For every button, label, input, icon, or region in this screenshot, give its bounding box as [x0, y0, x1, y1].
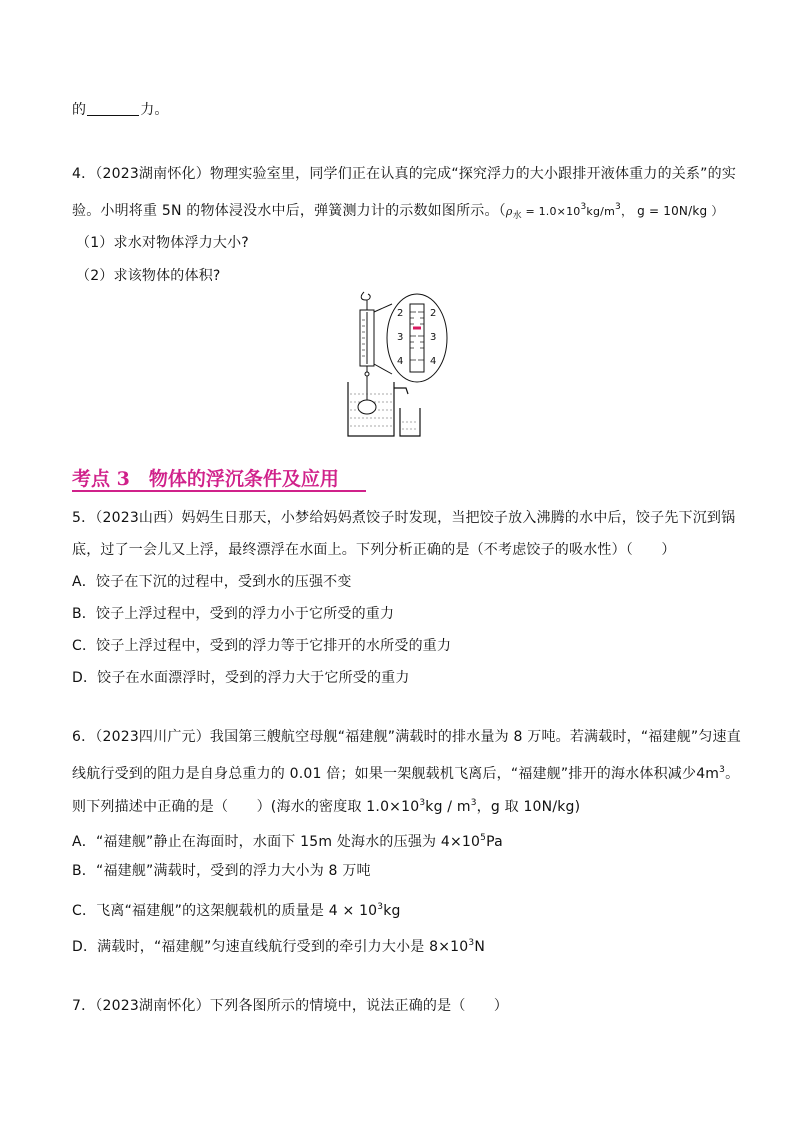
- scale-left-4: 4: [397, 356, 404, 367]
- q6-line-2-end: 。: [725, 766, 740, 782]
- g-value: ， g = 10N/kg ）: [620, 204, 724, 218]
- q5-line-1: 5．（2023山西）妈妈生日那天，小梦给妈妈煮饺子时发现，当把饺子放入沸腾的水中后，饺子先下沉到锅: [72, 510, 736, 526]
- q4-sub-1: （1）求水对物体浮力大小?: [76, 235, 249, 251]
- rho-symbol: ρ: [505, 205, 513, 218]
- q6-line-3-a: 则下列描述中正确的是（ ）(海水的密度取 1.0×10: [72, 799, 420, 815]
- q4-line-1: 4．（2023湖南怀化）物理实验室里，同学们正在认真的完成“探究浮力的大小跟排开液体重力的关系”的实: [72, 166, 737, 182]
- q5-option-c[interactable]: C．饺子上浮过程中，受到的浮力等于它排开的水所受的重力: [72, 638, 452, 654]
- q4-line-2: [72, 197, 724, 226]
- q6-option-a[interactable]: [72, 828, 503, 852]
- q4-line-2-text: 验。小明将重 5N 的物体浸没水中后，弹簧测力计的示数如图所示。（: [72, 203, 506, 219]
- q6-option-c-text: C．飞离“福建舰”的这架舰载机的质量是 4 × 10: [72, 903, 378, 919]
- scale-right-4: 4: [430, 356, 437, 367]
- submerged-object: [358, 400, 376, 414]
- volume-value: 4m: [696, 766, 720, 782]
- density-unit: kg / m: [425, 799, 471, 815]
- scale-right-2: 2: [430, 308, 437, 319]
- pointer-mark: [413, 327, 421, 330]
- rho-unit-exponent: 3: [615, 202, 621, 212]
- q5-option-a[interactable]: A．饺子在下沉的过程中，受到水的压强不变: [72, 574, 352, 590]
- hand-icon: [361, 292, 370, 300]
- q3-tail-prefix: 的: [72, 102, 87, 118]
- scale-left-2: 2: [397, 308, 404, 319]
- section-underline: [72, 490, 366, 492]
- q6-option-c-unit: kg: [383, 903, 401, 919]
- q6-option-d-unit: N: [474, 939, 486, 955]
- q6-option-b[interactable]: B．“福建舰”满载时，受到的浮力大小为 8 万吨: [72, 863, 371, 879]
- scale-left-3: 3: [397, 332, 404, 343]
- q6-option-a-text: A．“福建舰”静止在海面时，水面下 15m 处海水的压强为 4×10: [72, 834, 481, 850]
- overflow-beaker: [348, 382, 408, 436]
- density-exponent: 3: [419, 798, 426, 808]
- spring-scale-figure: [346, 290, 456, 440]
- q6-option-d-exponent: 3: [468, 938, 475, 948]
- rho-subscript: 水: [512, 211, 522, 221]
- q4-sub-2: （2）求该物体的体积?: [76, 268, 221, 284]
- q6-option-a-exponent: 5: [480, 833, 487, 843]
- rho-exponent: 3: [580, 202, 587, 212]
- q6-line-1: 6．（2023四川广元）我国第三艘航空母舰“福建舰”满载时的排水量为 8 万吨。若满载时，“福建舰”匀速直: [72, 729, 741, 745]
- rho-value: = 1.0×10: [521, 205, 581, 218]
- q5-line-2: 底，过了一会儿又上浮，最终漂浮在水面上。下列分析正确的是（不考虑饺子的吸水性）（ ）: [72, 542, 676, 558]
- answer-blank[interactable]: [87, 101, 139, 116]
- q6-line-2: [72, 760, 739, 784]
- q6-option-a-unit: Pa: [486, 834, 503, 850]
- magnifier-circle: [387, 294, 447, 382]
- q3-tail-line: [72, 100, 169, 120]
- q6-line-3-c: ，g 取 10N/kg): [476, 799, 581, 815]
- q6-line-3: [72, 793, 580, 817]
- q3-tail-suffix: 力。: [140, 102, 169, 118]
- q5-option-b[interactable]: B．饺子上浮过程中，受到的浮力小于它所受的重力: [72, 606, 395, 622]
- volume-exponent: 3: [719, 765, 726, 775]
- q6-option-d-text: D．满载时，“福建舰”匀速直线航行受到的牵引力大小是 8×10: [72, 939, 469, 955]
- q5-option-d[interactable]: D．饺子在水面漂浮时，受到的浮力大于它所受的重力: [72, 670, 410, 686]
- q6-option-c[interactable]: [72, 897, 401, 921]
- scale-right-3: 3: [430, 332, 437, 343]
- rho-unit: kg/m: [586, 205, 615, 218]
- section-title: 考点 3 物体的浮沉条件及应用: [72, 468, 339, 490]
- density-unit-exponent: 3: [470, 798, 477, 808]
- q6-option-c-exponent: 3: [377, 902, 384, 912]
- q6-line-2-text: 线航行受到的阻力是自身总重力的 0.01 倍；如果一架舰载机飞离后，“福建舰”排开的海水体积减少: [72, 766, 697, 782]
- q6-option-d[interactable]: [72, 933, 485, 957]
- q7-line-1: 7．（2023湖南怀化）下列各图所示的情境中，说法正确的是（ ）: [72, 998, 509, 1014]
